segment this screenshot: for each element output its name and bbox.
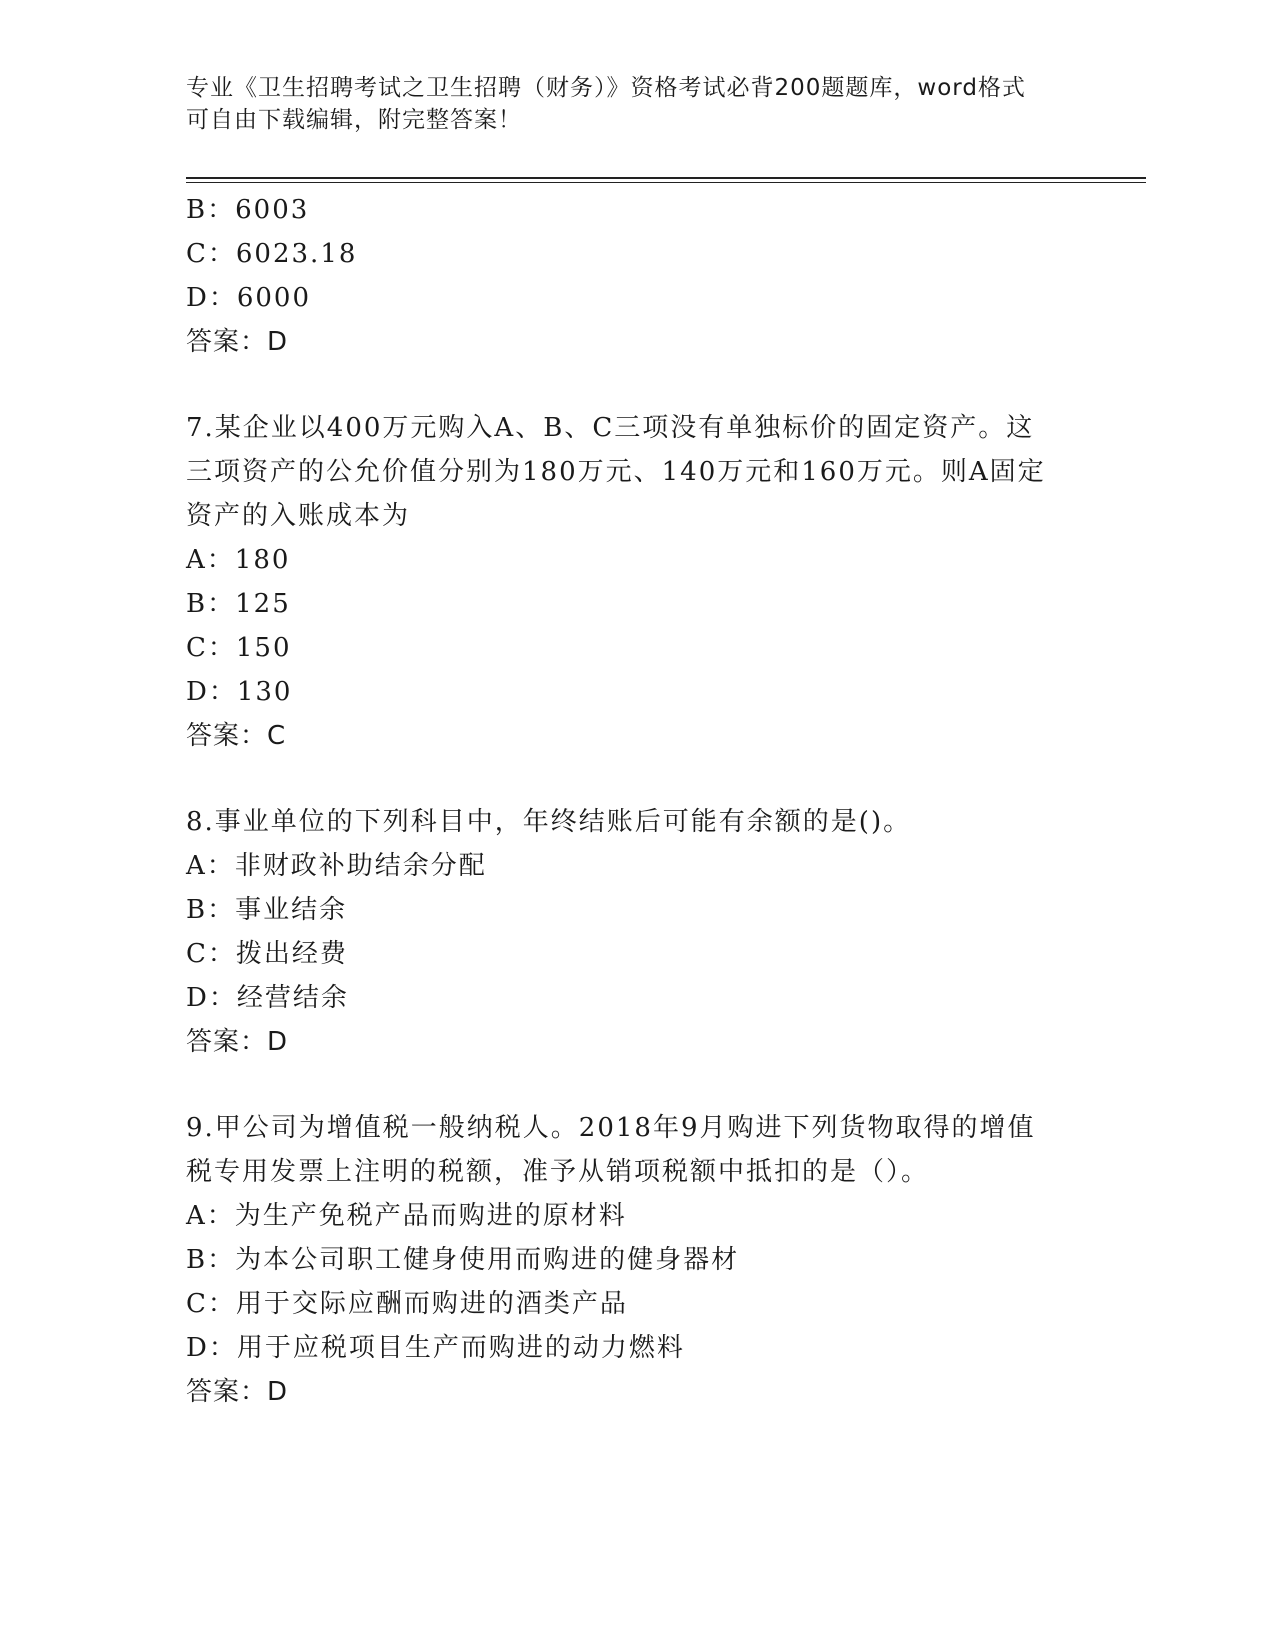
q6-answer: 答案：D [186,327,289,357]
q7-option-c: C：150 [186,633,292,663]
q7-answer: 答案：C [186,721,287,751]
q9-option-b: B：为本公司职工健身使用而购进的健身器材 [186,1245,740,1275]
q7-option-d: D：130 [186,677,293,707]
q7-option-b: B：125 [186,589,291,619]
q8-stem-line-1: 8.事业单位的下列科目中，年终结账后可能有余额的是()。 [186,807,912,837]
q8-answer: 答案：D [186,1027,289,1057]
header-divider [186,177,1146,179]
document-header [186,72,1066,136]
q9-option-a: A：为生产免税产品而购进的原材料 [186,1201,627,1231]
q9-stem-line-2: 税专用发票上注明的税额，准予从销项税额中抵扣的是（）。 [186,1157,930,1187]
q9-stem-line-1: 9.甲公司为增值税一般纳税人。2018年9月购进下列货物取得的增值 [186,1113,1036,1143]
q8-option-c: C：拨出经费 [186,939,348,969]
header-title-line-1: 专业《卫生招聘考试之卫生招聘（财务）》资格考试必背200题题库，word格式 [186,75,1026,101]
q7-stem-line-3: 资产的入账成本为 [186,501,411,531]
q8-option-d: D：经营结余 [186,983,349,1013]
q7-stem-line-1: 7.某企业以400万元购入A、B、C三项没有单独标价的固定资产。这 [186,413,1035,443]
q7-option-a: A：180 [186,545,291,575]
q9-option-d: D：用于应税项目生产而购进的动力燃料 [186,1333,685,1363]
q6-option-d: D：6000 [186,283,312,313]
q6-option-b: B：6003 [186,195,310,225]
q9-answer: 答案：D [186,1377,289,1407]
header-divider-thin [186,182,1146,183]
q7-stem-line-2: 三项资产的公允价值分别为180万元、140万元和160万元。则A固定 [186,457,1046,487]
q8-option-a: A：非财政补助结余分配 [186,851,487,881]
q9-option-c: C：用于交际应酬而购进的酒类产品 [186,1289,628,1319]
q6-option-c: C：6023.18 [186,239,358,269]
q8-option-b: B：事业结余 [186,895,348,925]
header-title-line-2: 可自由下载编辑，附完整答案！ [186,107,522,133]
